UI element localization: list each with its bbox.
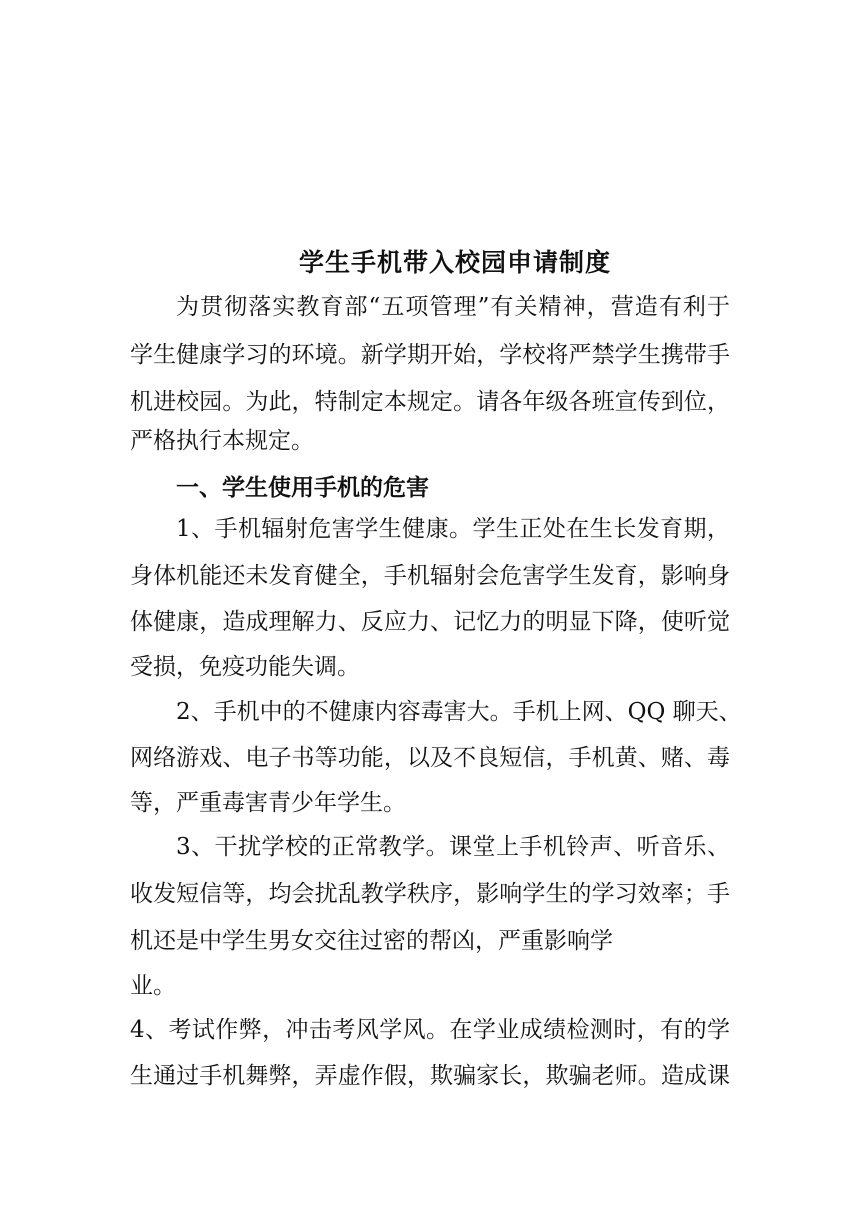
paragraph-line: 体健康，造成理解力、反应力、记忆力的明显下降，使听觉 — [130, 609, 730, 635]
paragraph-line: 学生健康学习的环境。新学期开始，学校将严禁学生携带手 — [130, 342, 730, 368]
paragraph-line: 网络游戏、电子书等功能，以及不良短信，手机黄、赌、毒 — [130, 745, 730, 771]
paragraph-line: 3、干扰学校的正常教学。课堂上手机铃声、听音乐、 — [176, 834, 730, 860]
paragraph-line: 2、手机中的不健康内容毒害大。手机上网、QQ 聊天、 — [176, 699, 742, 725]
section-heading: 一、学生使用手机的危害 — [176, 474, 429, 501]
paragraph-line: 生通过手机舞弊，弄虚作假，欺骗家长，欺骗老师。造成课 — [130, 1063, 730, 1089]
paragraph-line: 4、考试作弊，冲击考风学风。在学业成绩检测时，有的学 — [130, 1017, 730, 1043]
paragraph-line: 收发短信等，均会扰乱教学秩序，影响学生的学习效率；手 — [130, 881, 730, 907]
paragraph-line: 受损，免疫功能失调。 — [130, 654, 360, 680]
paragraph-line: 为贯彻落实教育部“五项管理”有关精神，营造有利于 — [176, 294, 730, 320]
paragraph-line: 严格执行本规定。 — [130, 428, 314, 454]
paragraph-line: 业。 — [130, 973, 176, 999]
paragraph-line: 身体机能还未发育健全，手机辐射会危害学生发育，影响身 — [130, 563, 730, 589]
paragraph-line: 1、手机辐射危害学生健康。学生正处在生长发育期， — [176, 516, 730, 542]
paragraph-line: 等，严重毒害青少年学生。 — [130, 790, 406, 816]
paragraph-line: 机还是中学生男女交往过密的帮凶，严重影响学 — [130, 928, 613, 954]
paragraph-line: 机进校园。为此，特制定本规定。请各年级各班宣传到位， — [130, 389, 730, 415]
document-title: 学生手机带入校园申请制度 — [298, 248, 611, 277]
